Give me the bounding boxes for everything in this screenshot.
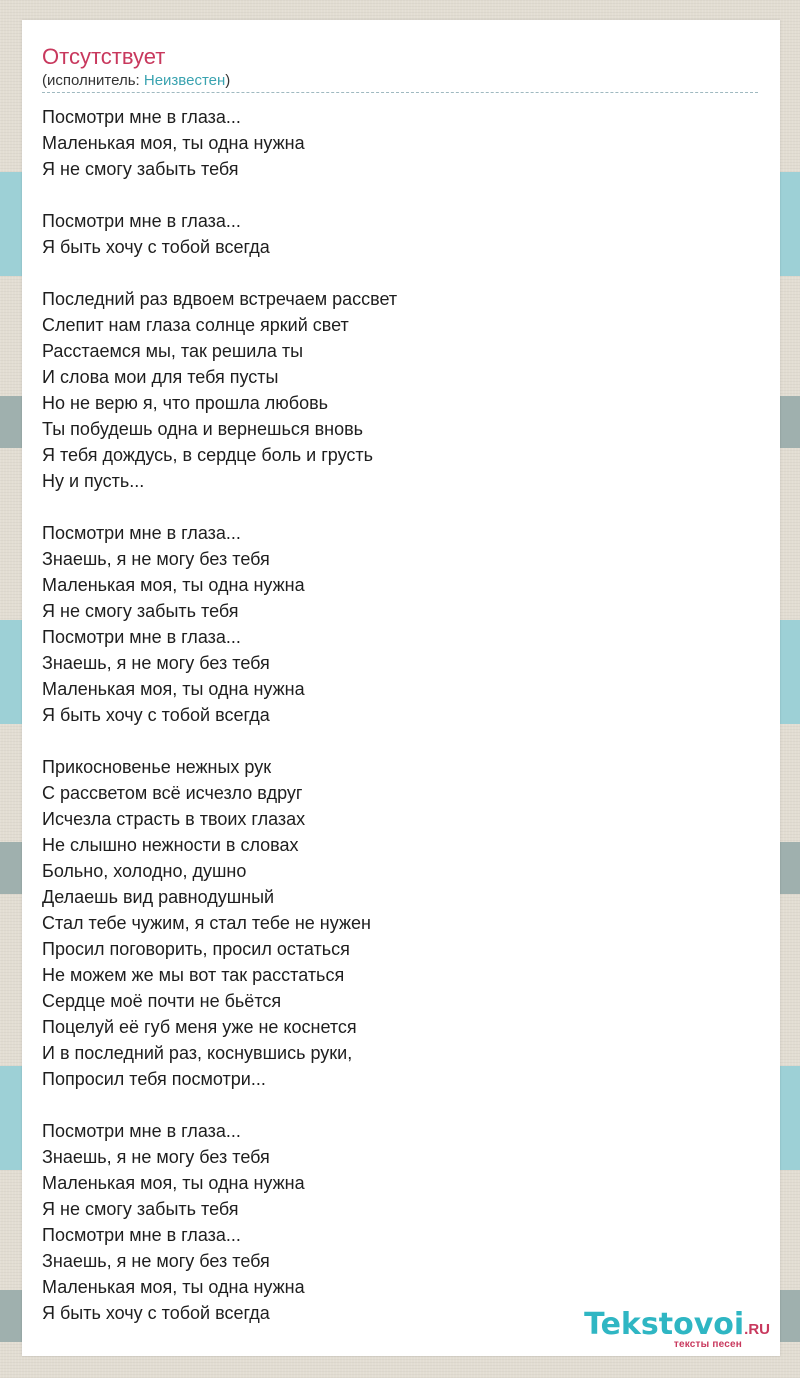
lyric-line: Посмотри мне в глаза... — [42, 523, 241, 543]
lyric-line: Посмотри мне в глаза... — [42, 211, 241, 231]
divider — [42, 92, 758, 93]
lyric-line: Посмотри мне в глаза... — [42, 107, 241, 127]
lyric-line — [42, 1092, 758, 1118]
lyric-line: Знаешь, я не могу без тебя — [42, 549, 270, 569]
lyric-line: Я быть хочу с тобой всегда — [42, 237, 270, 257]
artist-prefix: (исполнитель: — [42, 72, 144, 89]
lyric-line: Ты побудешь одна и вернешься вновь — [42, 419, 364, 439]
lyric-line — [42, 182, 758, 208]
lyric-line — [42, 260, 758, 286]
song-title: Отсутствует — [42, 44, 166, 69]
lyric-line: Не можем же мы вот так расстаться — [42, 965, 345, 985]
lyric-line: Не слышно нежности в словах — [42, 835, 299, 855]
lyric-line: Я не смогу забыть тебя — [42, 159, 239, 179]
lyrics-text — [42, 104, 758, 1326]
lyric-line: Маленькая моя, ты одна нужна — [42, 1173, 305, 1193]
logo-tld: .RU — [744, 1321, 770, 1338]
lyric-line: Посмотри мне в глаза... — [42, 1225, 241, 1245]
lyric-line: Исчезла страсть в твоих глазах — [42, 809, 306, 829]
lyric-line: Знаешь, я не могу без тебя — [42, 653, 270, 673]
lyric-line: Стал тебе чужим, я стал тебе не нужен — [42, 913, 371, 933]
lyric-line: Я быть хочу с тобой всегда — [42, 705, 270, 725]
lyric-line: Ну и пусть... — [42, 471, 145, 491]
lyric-line: Попросил тебя посмотри... — [42, 1069, 266, 1089]
lyric-line: Сердце моё почти не бьётся — [42, 991, 282, 1011]
lyric-line: Знаешь, я не могу без тебя — [42, 1147, 270, 1167]
lyric-line: Знаешь, я не могу без тебя — [42, 1251, 270, 1271]
lyric-line: Больно, холодно, душно — [42, 861, 247, 881]
artist-link[interactable]: Неизвестен — [143, 72, 226, 89]
site-logo[interactable] — [584, 1307, 770, 1350]
lyric-line: Последний раз вдвоем встречаем рассвет — [42, 289, 398, 309]
lyric-line: Маленькая моя, ты одна нужна — [42, 133, 305, 153]
lyric-line: Маленькая моя, ты одна нужна — [42, 575, 305, 595]
lyric-line: Маленькая моя, ты одна нужна — [42, 1277, 305, 1297]
lyric-line: Поцелуй её губ меня уже не коснется — [42, 1017, 357, 1037]
lyric-line: Просил поговорить, просил остаться — [42, 939, 350, 959]
lyric-line: И в последний раз, коснувшись руки, — [42, 1043, 353, 1063]
lyric-line: Посмотри мне в глаза... — [42, 627, 241, 647]
lyric-line — [42, 494, 758, 520]
lyric-line: Я не смогу забыть тебя — [42, 601, 239, 621]
lyric-line: Делаешь вид равнодушный — [42, 887, 275, 907]
logo-text: Tekstovoi — [584, 1307, 745, 1342]
lyric-line: Слепит нам глаза солнце яркий свет — [42, 315, 349, 335]
artist-suffix: ) — [225, 72, 231, 89]
lyric-line: Посмотри мне в глаза... — [42, 1121, 241, 1141]
lyric-line: Я не смогу забыть тебя — [42, 1199, 239, 1219]
lyric-line: Расстаемся мы, так решила ты — [42, 341, 304, 361]
lyric-line: Я тебя дождусь, в сердце боль и грусть — [42, 445, 373, 465]
lyric-line — [42, 728, 758, 754]
lyric-line: С рассветом всё исчезло вдруг — [42, 783, 303, 803]
lyric-line: Но не верю я, что прошла любовь — [42, 393, 329, 413]
lyric-line: И слова мои для тебя пусты — [42, 367, 279, 387]
lyrics-card — [22, 20, 780, 1356]
lyric-line: Я быть хочу с тобой всегда — [42, 1303, 270, 1323]
lyric-line: Прикосновенье нежных рук — [42, 757, 272, 777]
lyric-line: Маленькая моя, ты одна нужна — [42, 679, 305, 699]
logo-tagline: тексты песен — [673, 1339, 742, 1350]
artist-line — [42, 72, 230, 90]
